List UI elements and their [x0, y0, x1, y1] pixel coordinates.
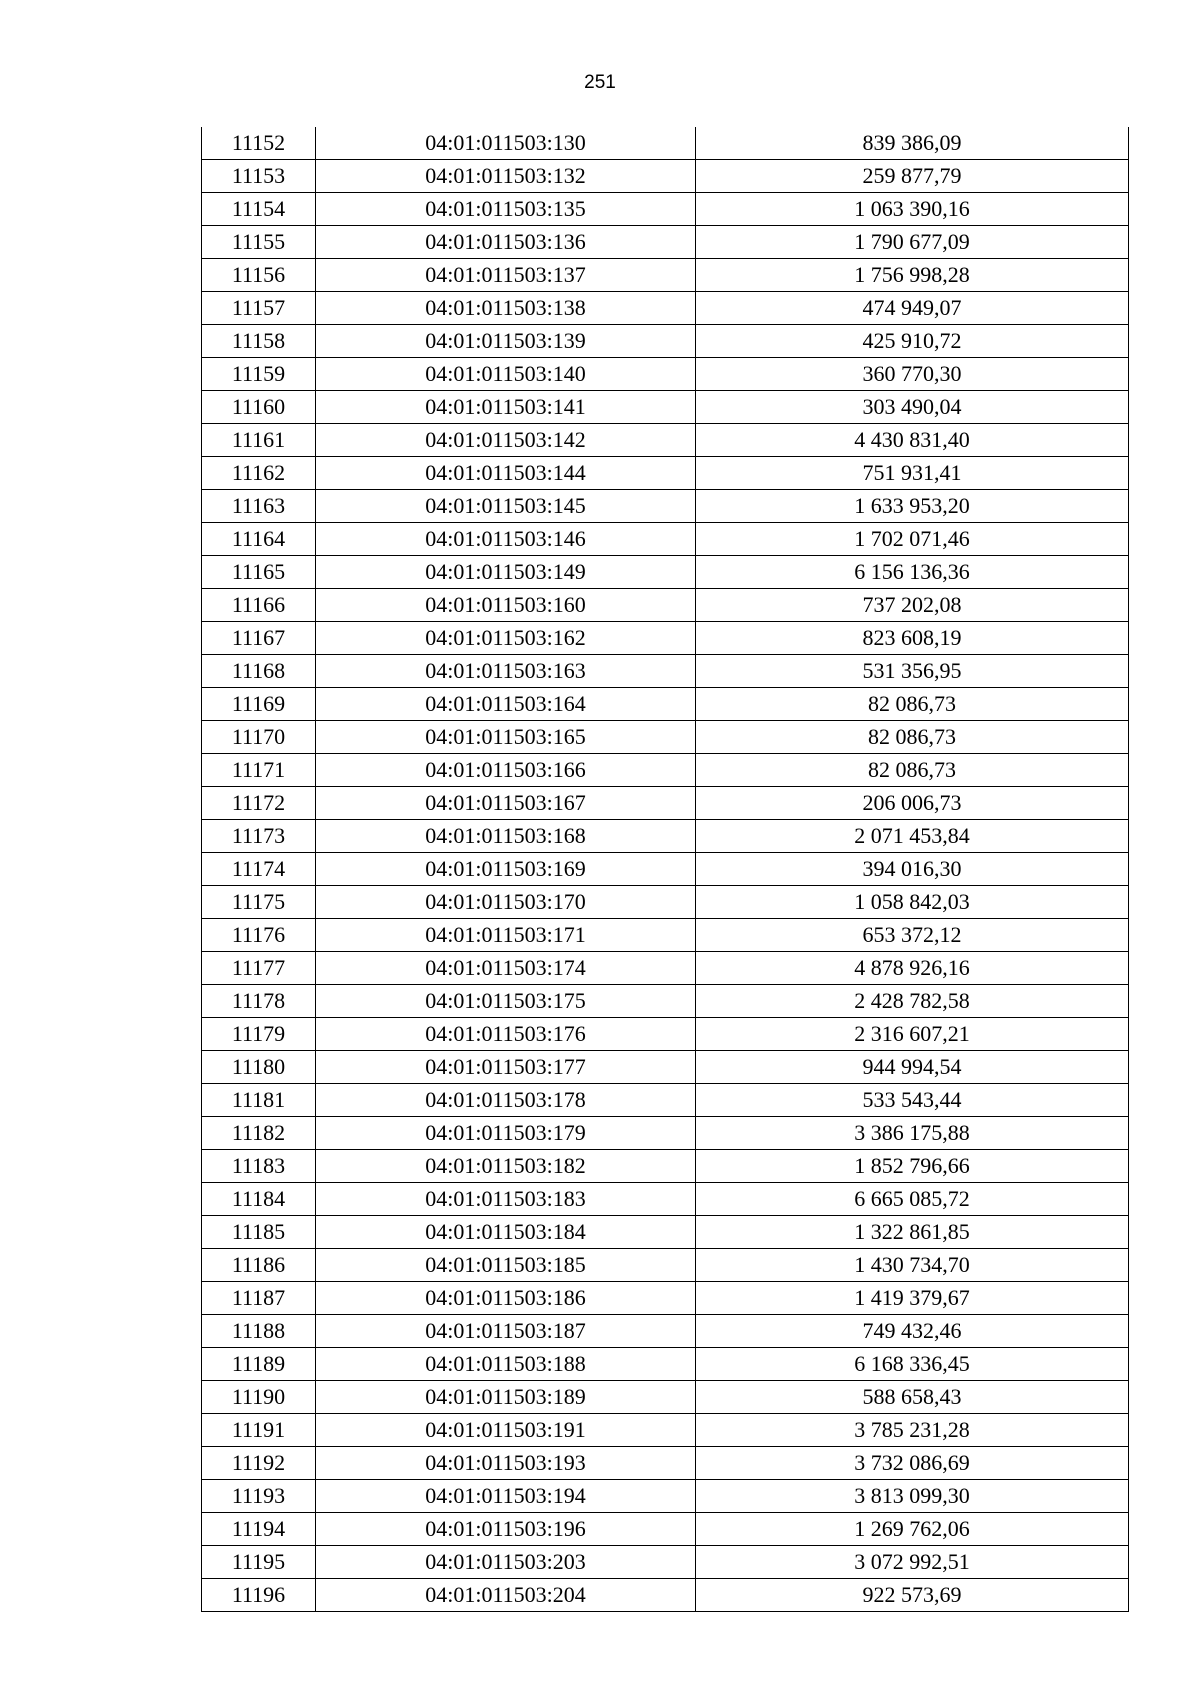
- value-cell: 4 430 831,40: [696, 424, 1129, 457]
- table-row: [202, 259, 1129, 292]
- value-cell: 751 931,41: [696, 457, 1129, 490]
- cadastral-number-cell: 04:01:011503:194: [316, 1480, 696, 1513]
- table-row: [202, 1249, 1129, 1282]
- table-row: [202, 358, 1129, 391]
- cadastral-number-cell: 04:01:011503:171: [316, 919, 696, 952]
- row-number-cell: 11184: [202, 1183, 316, 1216]
- row-number-cell: 11152: [202, 127, 316, 160]
- value-cell: 82 086,73: [696, 721, 1129, 754]
- row-number-cell: 11191: [202, 1414, 316, 1447]
- row-number-cell: 11183: [202, 1150, 316, 1183]
- row-number-cell: 11154: [202, 193, 316, 226]
- cadastral-number-cell: 04:01:011503:189: [316, 1381, 696, 1414]
- row-number-cell: 11165: [202, 556, 316, 589]
- row-number-cell: 11153: [202, 160, 316, 193]
- row-number-cell: 11196: [202, 1579, 316, 1612]
- row-number-cell: 11174: [202, 853, 316, 886]
- row-number-cell: 11155: [202, 226, 316, 259]
- row-number-cell: 11158: [202, 325, 316, 358]
- table-row: [202, 193, 1129, 226]
- value-cell: 1 269 762,06: [696, 1513, 1129, 1546]
- row-number-cell: 11172: [202, 787, 316, 820]
- table-row: [202, 292, 1129, 325]
- value-cell: 2 316 607,21: [696, 1018, 1129, 1051]
- table-row: [202, 1018, 1129, 1051]
- cadastral-number-cell: 04:01:011503:187: [316, 1315, 696, 1348]
- value-cell: 3 386 175,88: [696, 1117, 1129, 1150]
- table-body: [202, 127, 1129, 1612]
- row-number-cell: 11178: [202, 985, 316, 1018]
- table-row: [202, 127, 1129, 160]
- table-row: [202, 985, 1129, 1018]
- cadastral-number-cell: 04:01:011503:170: [316, 886, 696, 919]
- cadastral-number-cell: 04:01:011503:132: [316, 160, 696, 193]
- table-row: [202, 457, 1129, 490]
- data-table-container: [201, 127, 1128, 1612]
- row-number-cell: 11194: [202, 1513, 316, 1546]
- table-row: [202, 1348, 1129, 1381]
- row-number-cell: 11169: [202, 688, 316, 721]
- table-row: [202, 952, 1129, 985]
- value-cell: 922 573,69: [696, 1579, 1129, 1612]
- cadastral-number-cell: 04:01:011503:183: [316, 1183, 696, 1216]
- table-row: [202, 523, 1129, 556]
- table-row: [202, 1315, 1129, 1348]
- cadastral-number-cell: 04:01:011503:141: [316, 391, 696, 424]
- table-row: [202, 1513, 1129, 1546]
- table-row: [202, 1546, 1129, 1579]
- table-row: [202, 424, 1129, 457]
- cadastral-number-cell: 04:01:011503:149: [316, 556, 696, 589]
- value-cell: 653 372,12: [696, 919, 1129, 952]
- value-cell: 839 386,09: [696, 127, 1129, 160]
- cadastral-number-cell: 04:01:011503:135: [316, 193, 696, 226]
- table-row: [202, 1216, 1129, 1249]
- cadastral-number-cell: 04:01:011503:140: [316, 358, 696, 391]
- row-number-cell: 11182: [202, 1117, 316, 1150]
- table-row: [202, 226, 1129, 259]
- table-row: [202, 1414, 1129, 1447]
- cadastral-number-cell: 04:01:011503:186: [316, 1282, 696, 1315]
- row-number-cell: 11180: [202, 1051, 316, 1084]
- table-row: [202, 688, 1129, 721]
- table-row: [202, 1381, 1129, 1414]
- value-cell: 737 202,08: [696, 589, 1129, 622]
- value-cell: 1 702 071,46: [696, 523, 1129, 556]
- value-cell: 3 813 099,30: [696, 1480, 1129, 1513]
- value-cell: 1 419 379,67: [696, 1282, 1129, 1315]
- row-number-cell: 11186: [202, 1249, 316, 1282]
- table-row: [202, 853, 1129, 886]
- cadastral-number-cell: 04:01:011503:176: [316, 1018, 696, 1051]
- value-cell: 82 086,73: [696, 754, 1129, 787]
- cadastral-number-cell: 04:01:011503:174: [316, 952, 696, 985]
- row-number-cell: 11185: [202, 1216, 316, 1249]
- table-row: [202, 556, 1129, 589]
- table-row: [202, 160, 1129, 193]
- value-cell: 82 086,73: [696, 688, 1129, 721]
- table-row: [202, 886, 1129, 919]
- cadastral-number-cell: 04:01:011503:145: [316, 490, 696, 523]
- row-number-cell: 11168: [202, 655, 316, 688]
- cadastral-number-cell: 04:01:011503:185: [316, 1249, 696, 1282]
- value-cell: 3 732 086,69: [696, 1447, 1129, 1480]
- row-number-cell: 11163: [202, 490, 316, 523]
- cadastral-number-cell: 04:01:011503:182: [316, 1150, 696, 1183]
- cadastral-number-cell: 04:01:011503:188: [316, 1348, 696, 1381]
- value-cell: 2 428 782,58: [696, 985, 1129, 1018]
- cadastral-number-cell: 04:01:011503:196: [316, 1513, 696, 1546]
- row-number-cell: 11160: [202, 391, 316, 424]
- row-number-cell: 11159: [202, 358, 316, 391]
- table-row: [202, 589, 1129, 622]
- table-row: [202, 1480, 1129, 1513]
- table-row: [202, 1117, 1129, 1150]
- row-number-cell: 11176: [202, 919, 316, 952]
- cadastral-number-cell: 04:01:011503:191: [316, 1414, 696, 1447]
- cadastral-number-cell: 04:01:011503:175: [316, 985, 696, 1018]
- value-cell: 1 756 998,28: [696, 259, 1129, 292]
- row-number-cell: 11187: [202, 1282, 316, 1315]
- cadastral-number-cell: 04:01:011503:177: [316, 1051, 696, 1084]
- row-number-cell: 11167: [202, 622, 316, 655]
- value-cell: 425 910,72: [696, 325, 1129, 358]
- cadastral-number-cell: 04:01:011503:204: [316, 1579, 696, 1612]
- table-row: [202, 721, 1129, 754]
- row-number-cell: 11189: [202, 1348, 316, 1381]
- cadastral-number-cell: 04:01:011503:138: [316, 292, 696, 325]
- data-table: [201, 127, 1129, 1612]
- value-cell: 1 790 677,09: [696, 226, 1129, 259]
- cadastral-number-cell: 04:01:011503:168: [316, 820, 696, 853]
- table-row: [202, 391, 1129, 424]
- value-cell: 6 156 136,36: [696, 556, 1129, 589]
- value-cell: 588 658,43: [696, 1381, 1129, 1414]
- row-number-cell: 11179: [202, 1018, 316, 1051]
- table-row: [202, 490, 1129, 523]
- value-cell: 531 356,95: [696, 655, 1129, 688]
- page-number: 251: [584, 72, 616, 93]
- row-number-cell: 11156: [202, 259, 316, 292]
- value-cell: 944 994,54: [696, 1051, 1129, 1084]
- table-row: [202, 325, 1129, 358]
- row-number-cell: 11195: [202, 1546, 316, 1579]
- cadastral-number-cell: 04:01:011503:203: [316, 1546, 696, 1579]
- row-number-cell: 11181: [202, 1084, 316, 1117]
- value-cell: 1 430 734,70: [696, 1249, 1129, 1282]
- cadastral-number-cell: 04:01:011503:165: [316, 721, 696, 754]
- table-row: [202, 820, 1129, 853]
- cadastral-number-cell: 04:01:011503:130: [316, 127, 696, 160]
- row-number-cell: 11188: [202, 1315, 316, 1348]
- value-cell: 1 852 796,66: [696, 1150, 1129, 1183]
- cadastral-number-cell: 04:01:011503:142: [316, 424, 696, 457]
- value-cell: 360 770,30: [696, 358, 1129, 391]
- cadastral-number-cell: 04:01:011503:178: [316, 1084, 696, 1117]
- value-cell: 749 432,46: [696, 1315, 1129, 1348]
- cadastral-number-cell: 04:01:011503:163: [316, 655, 696, 688]
- row-number-cell: 11157: [202, 292, 316, 325]
- value-cell: 4 878 926,16: [696, 952, 1129, 985]
- row-number-cell: 11190: [202, 1381, 316, 1414]
- cadastral-number-cell: 04:01:011503:169: [316, 853, 696, 886]
- value-cell: 1 058 842,03: [696, 886, 1129, 919]
- row-number-cell: 11161: [202, 424, 316, 457]
- cadastral-number-cell: 04:01:011503:144: [316, 457, 696, 490]
- cadastral-number-cell: 04:01:011503:162: [316, 622, 696, 655]
- row-number-cell: 11177: [202, 952, 316, 985]
- table-row: [202, 919, 1129, 952]
- table-row: [202, 1282, 1129, 1315]
- table-row: [202, 1447, 1129, 1480]
- value-cell: 474 949,07: [696, 292, 1129, 325]
- table-row: [202, 754, 1129, 787]
- cadastral-number-cell: 04:01:011503:164: [316, 688, 696, 721]
- value-cell: 206 006,73: [696, 787, 1129, 820]
- cadastral-number-cell: 04:01:011503:137: [316, 259, 696, 292]
- cadastral-number-cell: 04:01:011503:179: [316, 1117, 696, 1150]
- value-cell: 533 543,44: [696, 1084, 1129, 1117]
- value-cell: 259 877,79: [696, 160, 1129, 193]
- value-cell: 2 071 453,84: [696, 820, 1129, 853]
- row-number-cell: 11166: [202, 589, 316, 622]
- row-number-cell: 11175: [202, 886, 316, 919]
- cadastral-number-cell: 04:01:011503:136: [316, 226, 696, 259]
- table-row: [202, 1084, 1129, 1117]
- value-cell: 6 665 085,72: [696, 1183, 1129, 1216]
- table-row: [202, 655, 1129, 688]
- row-number-cell: 11171: [202, 754, 316, 787]
- value-cell: 3 785 231,28: [696, 1414, 1129, 1447]
- cadastral-number-cell: 04:01:011503:184: [316, 1216, 696, 1249]
- cadastral-number-cell: 04:01:011503:166: [316, 754, 696, 787]
- row-number-cell: 11164: [202, 523, 316, 556]
- table-row: [202, 1051, 1129, 1084]
- table-row: [202, 1150, 1129, 1183]
- value-cell: 1 063 390,16: [696, 193, 1129, 226]
- value-cell: 1 322 861,85: [696, 1216, 1129, 1249]
- row-number-cell: 11173: [202, 820, 316, 853]
- value-cell: 394 016,30: [696, 853, 1129, 886]
- cadastral-number-cell: 04:01:011503:193: [316, 1447, 696, 1480]
- table-row: [202, 1579, 1129, 1612]
- cadastral-number-cell: 04:01:011503:139: [316, 325, 696, 358]
- value-cell: 1 633 953,20: [696, 490, 1129, 523]
- table-row: [202, 787, 1129, 820]
- row-number-cell: 11192: [202, 1447, 316, 1480]
- value-cell: 6 168 336,45: [696, 1348, 1129, 1381]
- row-number-cell: 11170: [202, 721, 316, 754]
- row-number-cell: 11193: [202, 1480, 316, 1513]
- cadastral-number-cell: 04:01:011503:167: [316, 787, 696, 820]
- value-cell: 3 072 992,51: [696, 1546, 1129, 1579]
- row-number-cell: 11162: [202, 457, 316, 490]
- value-cell: 303 490,04: [696, 391, 1129, 424]
- table-row: [202, 1183, 1129, 1216]
- table-row: [202, 622, 1129, 655]
- value-cell: 823 608,19: [696, 622, 1129, 655]
- cadastral-number-cell: 04:01:011503:146: [316, 523, 696, 556]
- cadastral-number-cell: 04:01:011503:160: [316, 589, 696, 622]
